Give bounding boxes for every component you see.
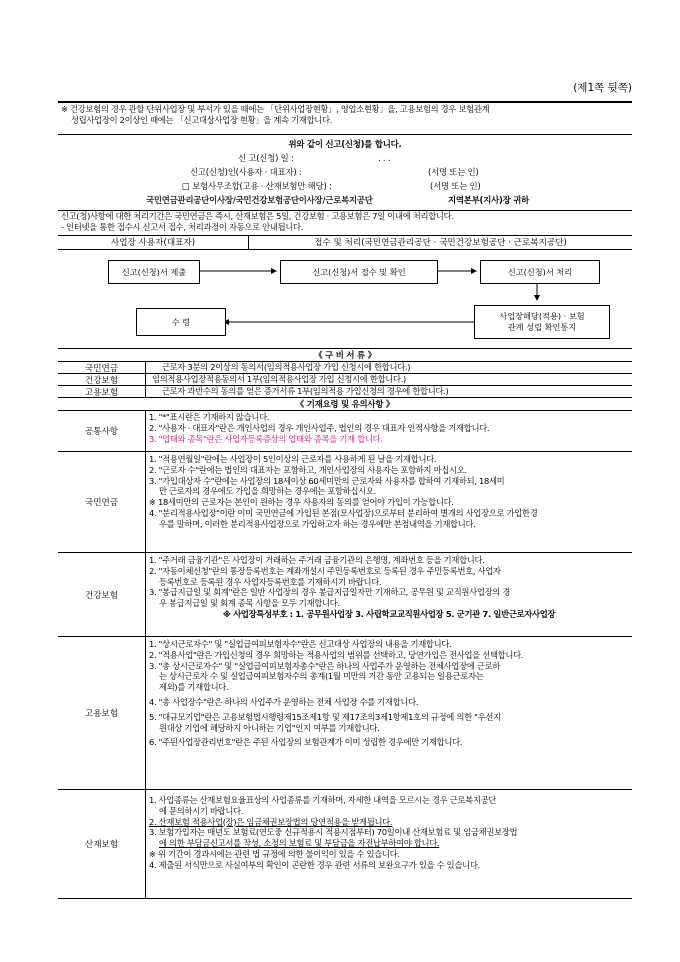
docs-row (58, 362, 632, 374)
guide-pension-line-5: ※ 18세미만의 근로자는 본인이 원하는 경우 사용자의 동의를 얻어야 가입이 가능합니다. (149, 497, 454, 508)
date-label: 신 고(신청) 일 : (238, 153, 294, 163)
declaration-title: 위와 같이 신고(신청)를 합니다. (288, 139, 402, 149)
guide-pension-label: 국민연금 (58, 452, 146, 552)
docs-text-pension: 근로자 3분의 2이상의 동의서(임의적용사업장 가입 신청시에 한합니다.) (162, 362, 411, 372)
guide-employment-line-1: 1. "상시근로자수" 및 "실업급여피보험자수"란은 신고대상 사업장의 내용을 기재합니다. (149, 639, 452, 649)
flow-box-confirm (474, 305, 610, 339)
guide-health-note: ※ 사업장특성부호 : 1. 공무원사업장 3. 사립학교교직원사업장 5. 군기관 7. 일반근로자사업장 (222, 608, 556, 619)
docs-title: 《 구 비 서 류 》 (58, 349, 632, 362)
flow-header (58, 236, 632, 250)
processing-line-2: - 인터넷을 통한 접수시 신고서 접수, 처리과정이 자동으로 안내됩니다. (61, 221, 304, 232)
guide-employment-line-3: 3. "총 상시근로자수" 및 "실업급여피보험자총수"란은 하나의 사업주가 운영하는 전체사업장에 근로하 (149, 660, 501, 671)
guide-accident-line-6: ※ 위 기간이 경과시에는 관련 법 규정에 의한 불이익이 있을 수 있습니다. (149, 848, 400, 859)
guide-common-line-2: 2. "사용자 · 대표자"란은 개인사업의 경우 개인사업주, 법인의 경우 대표자 인적사항을 기재합니다. (149, 422, 490, 433)
flow-header-left: 사업장 사용자(대표자) (58, 236, 249, 249)
addressee-right: 지역본부(지사)장 귀하 (448, 195, 529, 205)
guide-employment-line-2: 2. "적용사업"란은 가입신청의 경우 희망하는 적용사업의 범위를 선택하고, 당연가입은 전사업을 선택합니다. (149, 649, 524, 660)
guide-pension-line-7: 우를 말하며, 이러한 분리적용사업장으로 가입하고자 하는 경우에만 본점내역을 기재합니다. (159, 518, 476, 529)
guide-accident-label: 산재보험 (58, 790, 146, 898)
guide-pension (58, 452, 632, 553)
guide-common-label: 공통사항 (58, 411, 146, 451)
guide-employment-label: 고용보험 (58, 637, 146, 789)
guide-health-line-5: 우 봉급지급일 및 회계 종목 사항을 모두 기재합니다. (159, 598, 340, 609)
guide-pension-line-4: 만 근로자의 경우에도 가입을 희망하는 경우에는 포함하십시오. (159, 486, 376, 497)
applicant-label: 신고(신청)인(사용자 · 대표자) : (190, 167, 302, 177)
flow-box-confirm-line-1: 사업장해당(적용) · 보험 (499, 311, 585, 321)
page-label: (제1쪽 뒷쪽) (573, 82, 632, 94)
docs-row (58, 374, 632, 386)
flow-box-submit: 신고(신청)서 제출 (108, 260, 200, 284)
guide-employment-line-8: 원대상 기업에 해당하지 아니하는 기업"인지 여부를 기재합니다. (159, 722, 380, 733)
guide-pension-line-2: 2. "근로자 수"란에는 법인의 대표자는 포함하고, 개인사업장의 사용자는 포함하지 마십시오. (149, 464, 467, 475)
agency-sign: (서명 또는 인) (430, 181, 481, 191)
applicant-sign: (서명 또는 인) (428, 167, 479, 177)
guide-accident (58, 790, 632, 899)
guide-accident-line-7: 4. 제출된 서식만으로 사실여부의 확인이 곤란한 경우 관련 서류의 보완요구가 있을 수 있습니다. (149, 859, 480, 870)
guide-employment-line-6: 4. "총 사업장수"란은 하나의 사업주가 운영하는 전체 사업장 수를 기재합니다. (149, 696, 419, 707)
guide-health-line-1: 1. "주거래 금융기관"은 사업장이 거래하는 주거래 금융기관의 은행명, 계좌번호 등을 기재합니다. (149, 555, 485, 565)
flow-box-process: 신고(신청)서 처리 (480, 260, 600, 284)
flow-box-confirm-line-2: 관계 성립 확인통지 (507, 322, 577, 332)
guide-health-line-3: 등록번호로 등록된 경우 사업자등록번호를 기재하시기 바랍니다. (159, 576, 382, 587)
flow-box-receipt: 수 령 (136, 308, 226, 336)
guide-employment (58, 637, 632, 790)
docs-row (58, 386, 632, 398)
guide-pension-line-6: 4. "분리적용사업장"이란 이미 국민연금에 가입된 본점(모사업장)으로부터 분리하여 별개의 사업장으로 가입한경 (149, 507, 538, 518)
docs-text-health: 임의적용사업장적용동의서 1부(임의적용사업장 가입 신청시에 한합니다.) (152, 374, 406, 384)
declaration-section (58, 135, 632, 211)
guide-pension-line-3: 3. "가입대상자 수"란에는 사업장의 18세이상 60세미만의 근로자와 사용자를 합하여 기재하되, 18세미 (149, 475, 505, 486)
processing-line-1: 신고(청)사항에 대한 처리기간은 국민연금은 즉시, 산재보험은 5일, 건강보험 · 고용보험은 7일 이내에 처리합니다. (61, 211, 454, 221)
docs-text-employment: 근로자 과반수의 동의를 얻은 증거서류 1부(임의적용 가입신청의 경우에 한합니다.) (162, 386, 449, 396)
guide-pension-line-1: 1. "적용연월일"란에는 사업장이 5인이상의 근로자를 사용하게 된 날을 기재합니다. (149, 454, 437, 464)
guide-health-label: 건강보험 (58, 553, 146, 636)
guide-accident-line-2: 에 문의하시기 바랍니다. (159, 805, 244, 816)
guide-accident-line-3: 2. 산재보험 적용사업(장)은 임금채권보장법의 당연적용을 받게됩니다. (149, 816, 393, 827)
guide-employment-line-9: 6. "주된사업장관리번호"란은 주된 사업장의 보험관계가 이미 성립한 경우에만 기재합니다. (149, 737, 463, 748)
flow-diagram (58, 250, 632, 349)
guide-accident-line-5: 에 의한 부담금신고서를 작성, 소정의 보험료 및 부담금을 자진납부하여야 합니다. (159, 838, 440, 849)
agency-label: □ 보험사무조합(고용 · 산재보험만 해당) : (182, 181, 332, 191)
guide-employment-line-5: 제외)를 기재합니다. (159, 682, 229, 693)
guide-health (58, 553, 632, 637)
guide-common-line-1: 1. "*"표시란은 기재하지 않습니다. (149, 412, 270, 422)
notice-section (58, 103, 632, 135)
guide-common-line-3: 3. "업태와 종목"란은 사업자등록증상의 업태와 종목을 기재 합니다. (149, 433, 383, 444)
guide-health-line-2: 2. "자동이체신청"란의 통장등록번호는 계좌개설시 주민등록번호로 등록된 경우 주민등록번호, 사업자 (149, 565, 501, 576)
docs-label-pension: 국민연금 (58, 362, 146, 373)
guide-accident-line-4: 3. 보험가입자는 매년도 보험료(연도중 신규적용시 적용시점부터) 70일이내 산재보험료 및 임금채권보장법 (149, 827, 518, 838)
docs-label-health: 건강보험 (58, 374, 146, 385)
notice-line-1: ※ 건강보험의 경우 관할 단위사업장 및 부서가 있을 때에는 「단위사업장현황」, 영업소현황」을, 고용보험의 경우 보험관계 (61, 104, 490, 114)
guide-common (58, 411, 632, 452)
guide-health-line-4: 3. "봉급지급일 및 회계"란은 일반 사업장의 경우 봉급지급일자만 기재하고, 공무원 및 교직원사업장의 경 (149, 587, 511, 598)
addressee-left: 국민연금관리공단이사장/국민건강보험공단이사장/근로복지공단 (146, 195, 373, 205)
guide-employment-line-4: 는 상시근로자 수 및 실업급여피보험자수의 총계(1월 미만의 기간 동안 고용되는 일용근로자는 (159, 671, 484, 682)
date-value: . . . (378, 153, 391, 163)
guide-employment-line-7: 5. "대규모기업"란은 고용보험법시행령제15조제1항 및 제17조의3제1항제1호의 규정에 의한 "우선지 (149, 711, 501, 722)
guide-accident-line-1: 1. 사업종류는 산재보험요율표상의 사업종류를 기재하며, 자세한 내역을 모르시는 경우 근로복지공단 (149, 795, 497, 805)
form-frame (58, 101, 632, 899)
flow-header-right: 접수 및 처리(국민연금관리공단 · 국민건강보험공단 · 근로복지공단) (314, 238, 567, 248)
docs-label-employment: 고용보험 (58, 386, 146, 397)
guide-title: 《 기재요령 및 유의사항 》 (58, 398, 632, 411)
flow-box-receive: 신고(신청)서 접수 및 확인 (280, 260, 438, 284)
notice-line-2: 성립사업장이 2이상인 때에는 「신고대상사업장 현황」을 계속 기재합니다. (71, 114, 333, 125)
processing-section (58, 211, 632, 236)
